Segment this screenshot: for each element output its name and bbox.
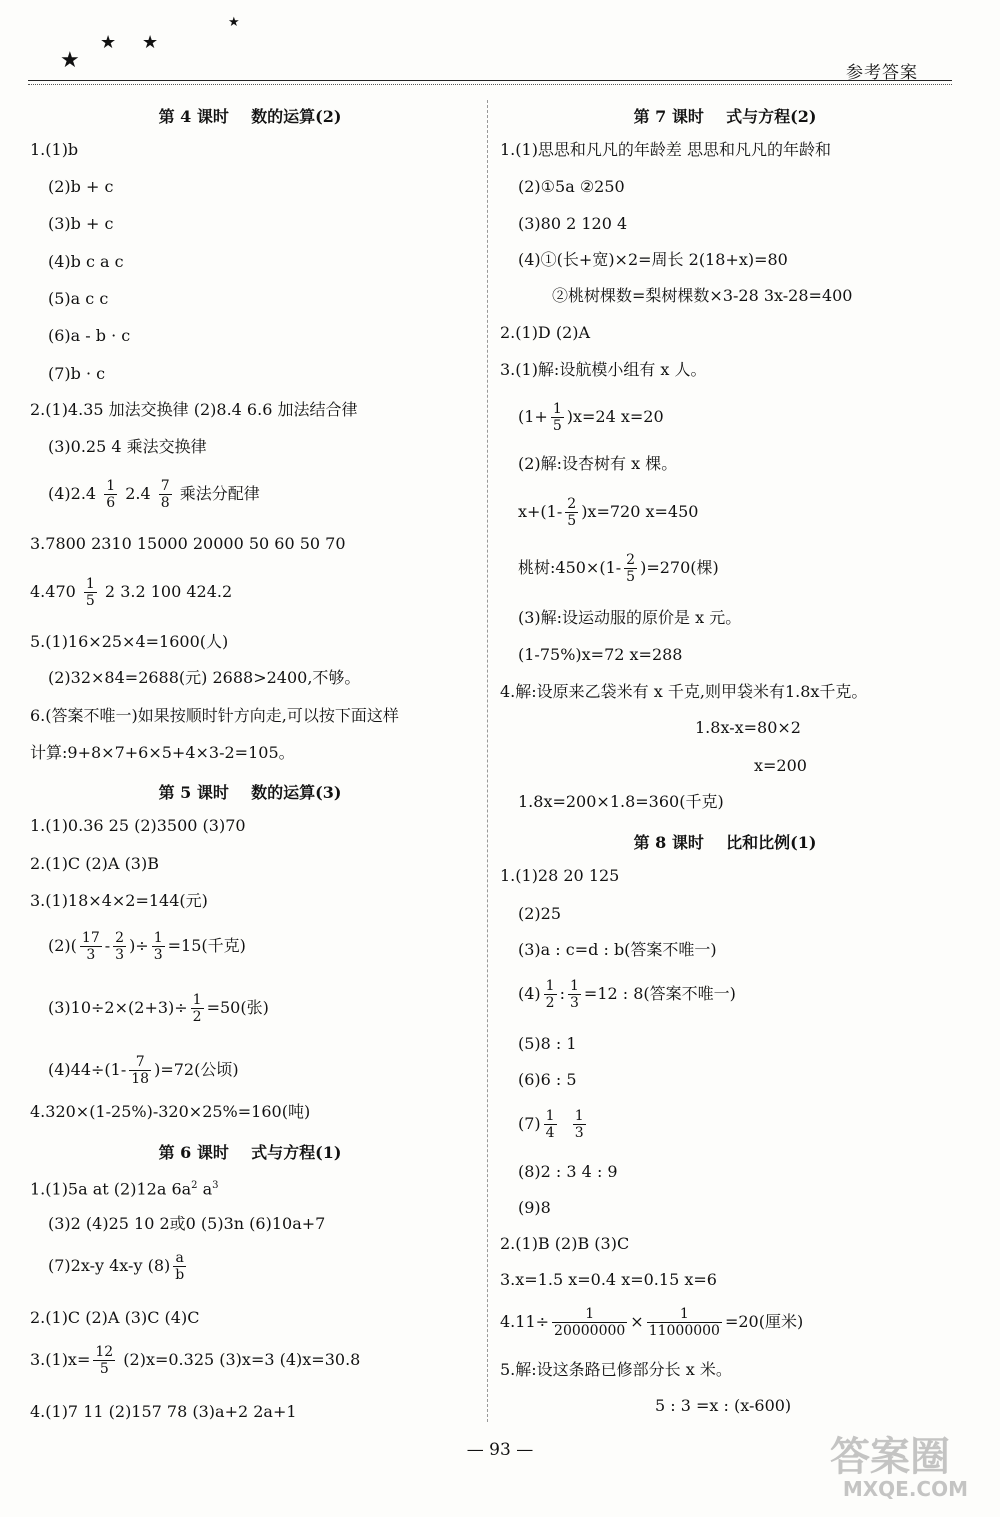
- answer-line: 1.(1)5a at (2)12a $6a^2$ $a^3$: [30, 1179, 219, 1199]
- answer-line: (3)解:设运动服的原价是 x 元。: [518, 608, 742, 627]
- watermark: [760, 1425, 980, 1505]
- fraction: $\frac{1}{2}$: [192, 992, 202, 1025]
- answer-line: (6)a - b · c: [48, 326, 131, 345]
- header-stars: [0, 0, 300, 80]
- fraction: $\frac{2}{5}$: [626, 552, 636, 585]
- answer-line: 6.(答案不唯一)如果按顺时针方向走,可以按下面这样: [30, 706, 399, 725]
- fraction: $\frac{12}{5}$: [95, 1344, 114, 1377]
- answer-line: (4)2.4 $\frac{1}{6}$ 2.4 $\frac{7}{8}$ 乘法分配律: [48, 478, 260, 511]
- answer-line: (7)2x-y 4x-y (8) $\frac{a}{b}$: [48, 1250, 185, 1283]
- answer-line: 3.(1)x= $\frac{12}{5}$ (2)x=0.325 (3)x=3 (4)x=30.8: [30, 1344, 361, 1377]
- fraction: $\frac{7}{8}$: [160, 478, 170, 511]
- answer-line: (1+ $\frac{1}{5}$ )x=24 x=20: [518, 401, 664, 434]
- header-rule: [28, 80, 952, 81]
- answer-line: (4)44÷(1- $\frac{7}{18}$ )=72(公顷): [48, 1054, 239, 1087]
- answer-line: (2)①5a ②250: [518, 177, 625, 196]
- answer-line: 2.(1)D (2)A: [500, 323, 591, 342]
- answer-line: (6)6 : 5: [518, 1070, 577, 1089]
- section-title-4: 第 4 课时 数的运算(2): [158, 107, 342, 126]
- fraction: $\frac{1}{3}$: [153, 930, 163, 963]
- answer-line: (5)a c c: [48, 289, 109, 308]
- answer-line: (2)32×84=2688(元) 2688>2400,不够。: [48, 668, 361, 687]
- column-divider: [487, 100, 488, 1422]
- answer-line: (4)b c a c: [48, 252, 124, 271]
- answer-line: 计算:9+8×7+6×5+4×3-2=105。: [30, 743, 295, 762]
- answer-line: ②桃树棵数=梨树棵数×3-28 3x-28=400: [552, 286, 853, 305]
- answer-line: (2)b + c: [48, 177, 114, 196]
- answer-line: (2)解:设杏树有 x 棵。: [518, 454, 678, 473]
- answer-line: 3.(1)解:设航模小组有 x 人。: [500, 360, 707, 379]
- fraction: $\frac{1}{5}$: [552, 401, 562, 434]
- answer-line: (2)( $\frac{17}{3}$ - $\frac{2}{3}$ )÷ $\frac{1}{3}$ =15(千克): [48, 930, 246, 963]
- star-icon: ★: [60, 48, 80, 73]
- answer-line: 4.解:设原来乙袋米有 x 千克,则甲袋米有1.8x千克。: [500, 682, 868, 701]
- star-icon: ★: [142, 32, 159, 53]
- answer-line: 5 : 3 =x : (x-600): [655, 1396, 792, 1415]
- answer-line: 5.(1)16×25×4=1600(人): [30, 632, 229, 651]
- answer-line: (1-75%)x=72 x=288: [518, 645, 683, 664]
- answer-line: 1.(1)0.36 25 (2)3500 (3)70: [30, 816, 246, 835]
- answer-line: 2.(1)C (2)A (3)B: [30, 854, 159, 873]
- watermark-text: 答案圈: [830, 1434, 950, 1480]
- header-title: 参考答案: [846, 63, 918, 83]
- answer-line: (5)8 : 1: [518, 1034, 577, 1053]
- answer-line: (4)①(长+宽)×2=周长 2(18+x)=80: [518, 250, 788, 269]
- answer-line: 3.(1)18×4×2=144(元): [30, 891, 208, 910]
- answer-line: 5.解:设这条路已修部分长 x 米。: [500, 1360, 732, 1379]
- fraction: $\frac{1}{5}$: [85, 576, 95, 609]
- answer-line: x=200: [754, 756, 807, 775]
- answer-line: 桃树:450×(1- $\frac{2}{5}$ )=270(棵): [518, 552, 719, 585]
- answer-line: x+(1- $\frac{2}{5}$ )x=720 x=450: [518, 496, 699, 529]
- answer-line: 4.(1)7 11 (2)157 78 (3)a+2 2a+1: [30, 1402, 297, 1421]
- watermark-url: MXQE.COM: [842, 1477, 968, 1501]
- answer-line: (9)8: [518, 1198, 551, 1217]
- answer-line: 1.(1)b: [30, 140, 79, 159]
- star-icon: ★: [228, 15, 240, 30]
- section-title-7: 第 7 课时 式与方程(2): [633, 107, 817, 126]
- fraction: $\frac{7}{18}$: [131, 1054, 150, 1087]
- answer-line: 2.(1)4.35 加法交换律 (2)8.4 6.6 加法结合律: [30, 400, 358, 419]
- answer-line: 3.7800 2310 15000 20000 50 60 50 70: [30, 534, 346, 553]
- answer-line: 2.(1)B (2)B (3)C: [500, 1234, 630, 1253]
- answer-line: 1.(1)思思和凡凡的年龄差 思思和凡凡的年龄和: [500, 140, 832, 159]
- page-number: — 93 —: [466, 1440, 534, 1460]
- answer-line: 2.(1)C (2)A (3)C (4)C: [30, 1308, 200, 1327]
- answer-line: 4.11÷ $\frac{1}{20000000}$ × $\frac{1}{11000000}$ =20(厘米): [500, 1306, 804, 1339]
- fraction: $\frac{1}{2}$: [545, 978, 555, 1011]
- answer-line: (3)a : c=d : b(答案不唯一): [518, 940, 717, 959]
- fraction: $\frac{1}{3}$: [574, 1108, 584, 1141]
- answer-line: 4.470 $\frac{1}{5}$ 2 3.2 100 424.2: [30, 576, 233, 609]
- answer-line: (4) $\frac{1}{2}$ : $\frac{1}{3}$ =12 : 8(答案不唯一): [518, 978, 736, 1011]
- fraction: $\frac{17}{3}$: [81, 930, 100, 963]
- header-rule-dotted: [28, 84, 952, 85]
- answer-line: (3)80 2 120 4: [518, 214, 628, 233]
- section-title-8: 第 8 课时 比和比例(1): [633, 833, 817, 852]
- answer-line: 4.320×(1-25%)-320×25%=160(吨): [30, 1102, 311, 1121]
- fraction: $\frac{2}{5}$: [567, 496, 577, 529]
- fraction: $\frac{1}{4}$: [545, 1108, 555, 1141]
- answer-line: (3)b + c: [48, 214, 114, 233]
- fraction: $\frac{1}{3}$: [569, 978, 579, 1011]
- star-icon: ★: [100, 32, 117, 53]
- fraction: $\frac{1}{6}$: [106, 478, 116, 511]
- fraction: $\frac{1}{11000000}$: [648, 1306, 720, 1339]
- fraction: $\frac{2}{3}$: [115, 930, 125, 963]
- answer-line: 1.8x=200×1.8=360(千克): [518, 792, 724, 811]
- answer-line: (7)b · c: [48, 364, 106, 383]
- answer-line: 1.(1)28 20 125: [500, 866, 620, 885]
- answer-line: 3.x=1.5 x=0.4 x=0.15 x=6: [500, 1270, 717, 1289]
- answer-line: (2)25: [518, 904, 562, 923]
- answer-line: 1.8x-x=80×2: [695, 718, 801, 737]
- fraction: $\frac{a}{b}$: [175, 1250, 185, 1283]
- section-title-5: 第 5 课时 数的运算(3): [158, 783, 342, 802]
- answer-line: (3)2 (4)25 10 2或0 (5)3n (6)10a+7: [48, 1214, 326, 1233]
- answer-line: (7) $\frac{1}{4}$ $\frac{1}{3}$: [518, 1108, 584, 1141]
- section-title-6: 第 6 课时 式与方程(1): [158, 1143, 342, 1162]
- answer-line: (3)0.25 4 乘法交换律: [48, 437, 207, 456]
- answer-line: (8)2 : 3 4 : 9: [518, 1162, 618, 1181]
- answer-line: (3)10÷2×(2+3)÷ $\frac{1}{2}$ =50(张): [48, 992, 269, 1025]
- fraction: $\frac{1}{20000000}$: [554, 1306, 626, 1339]
